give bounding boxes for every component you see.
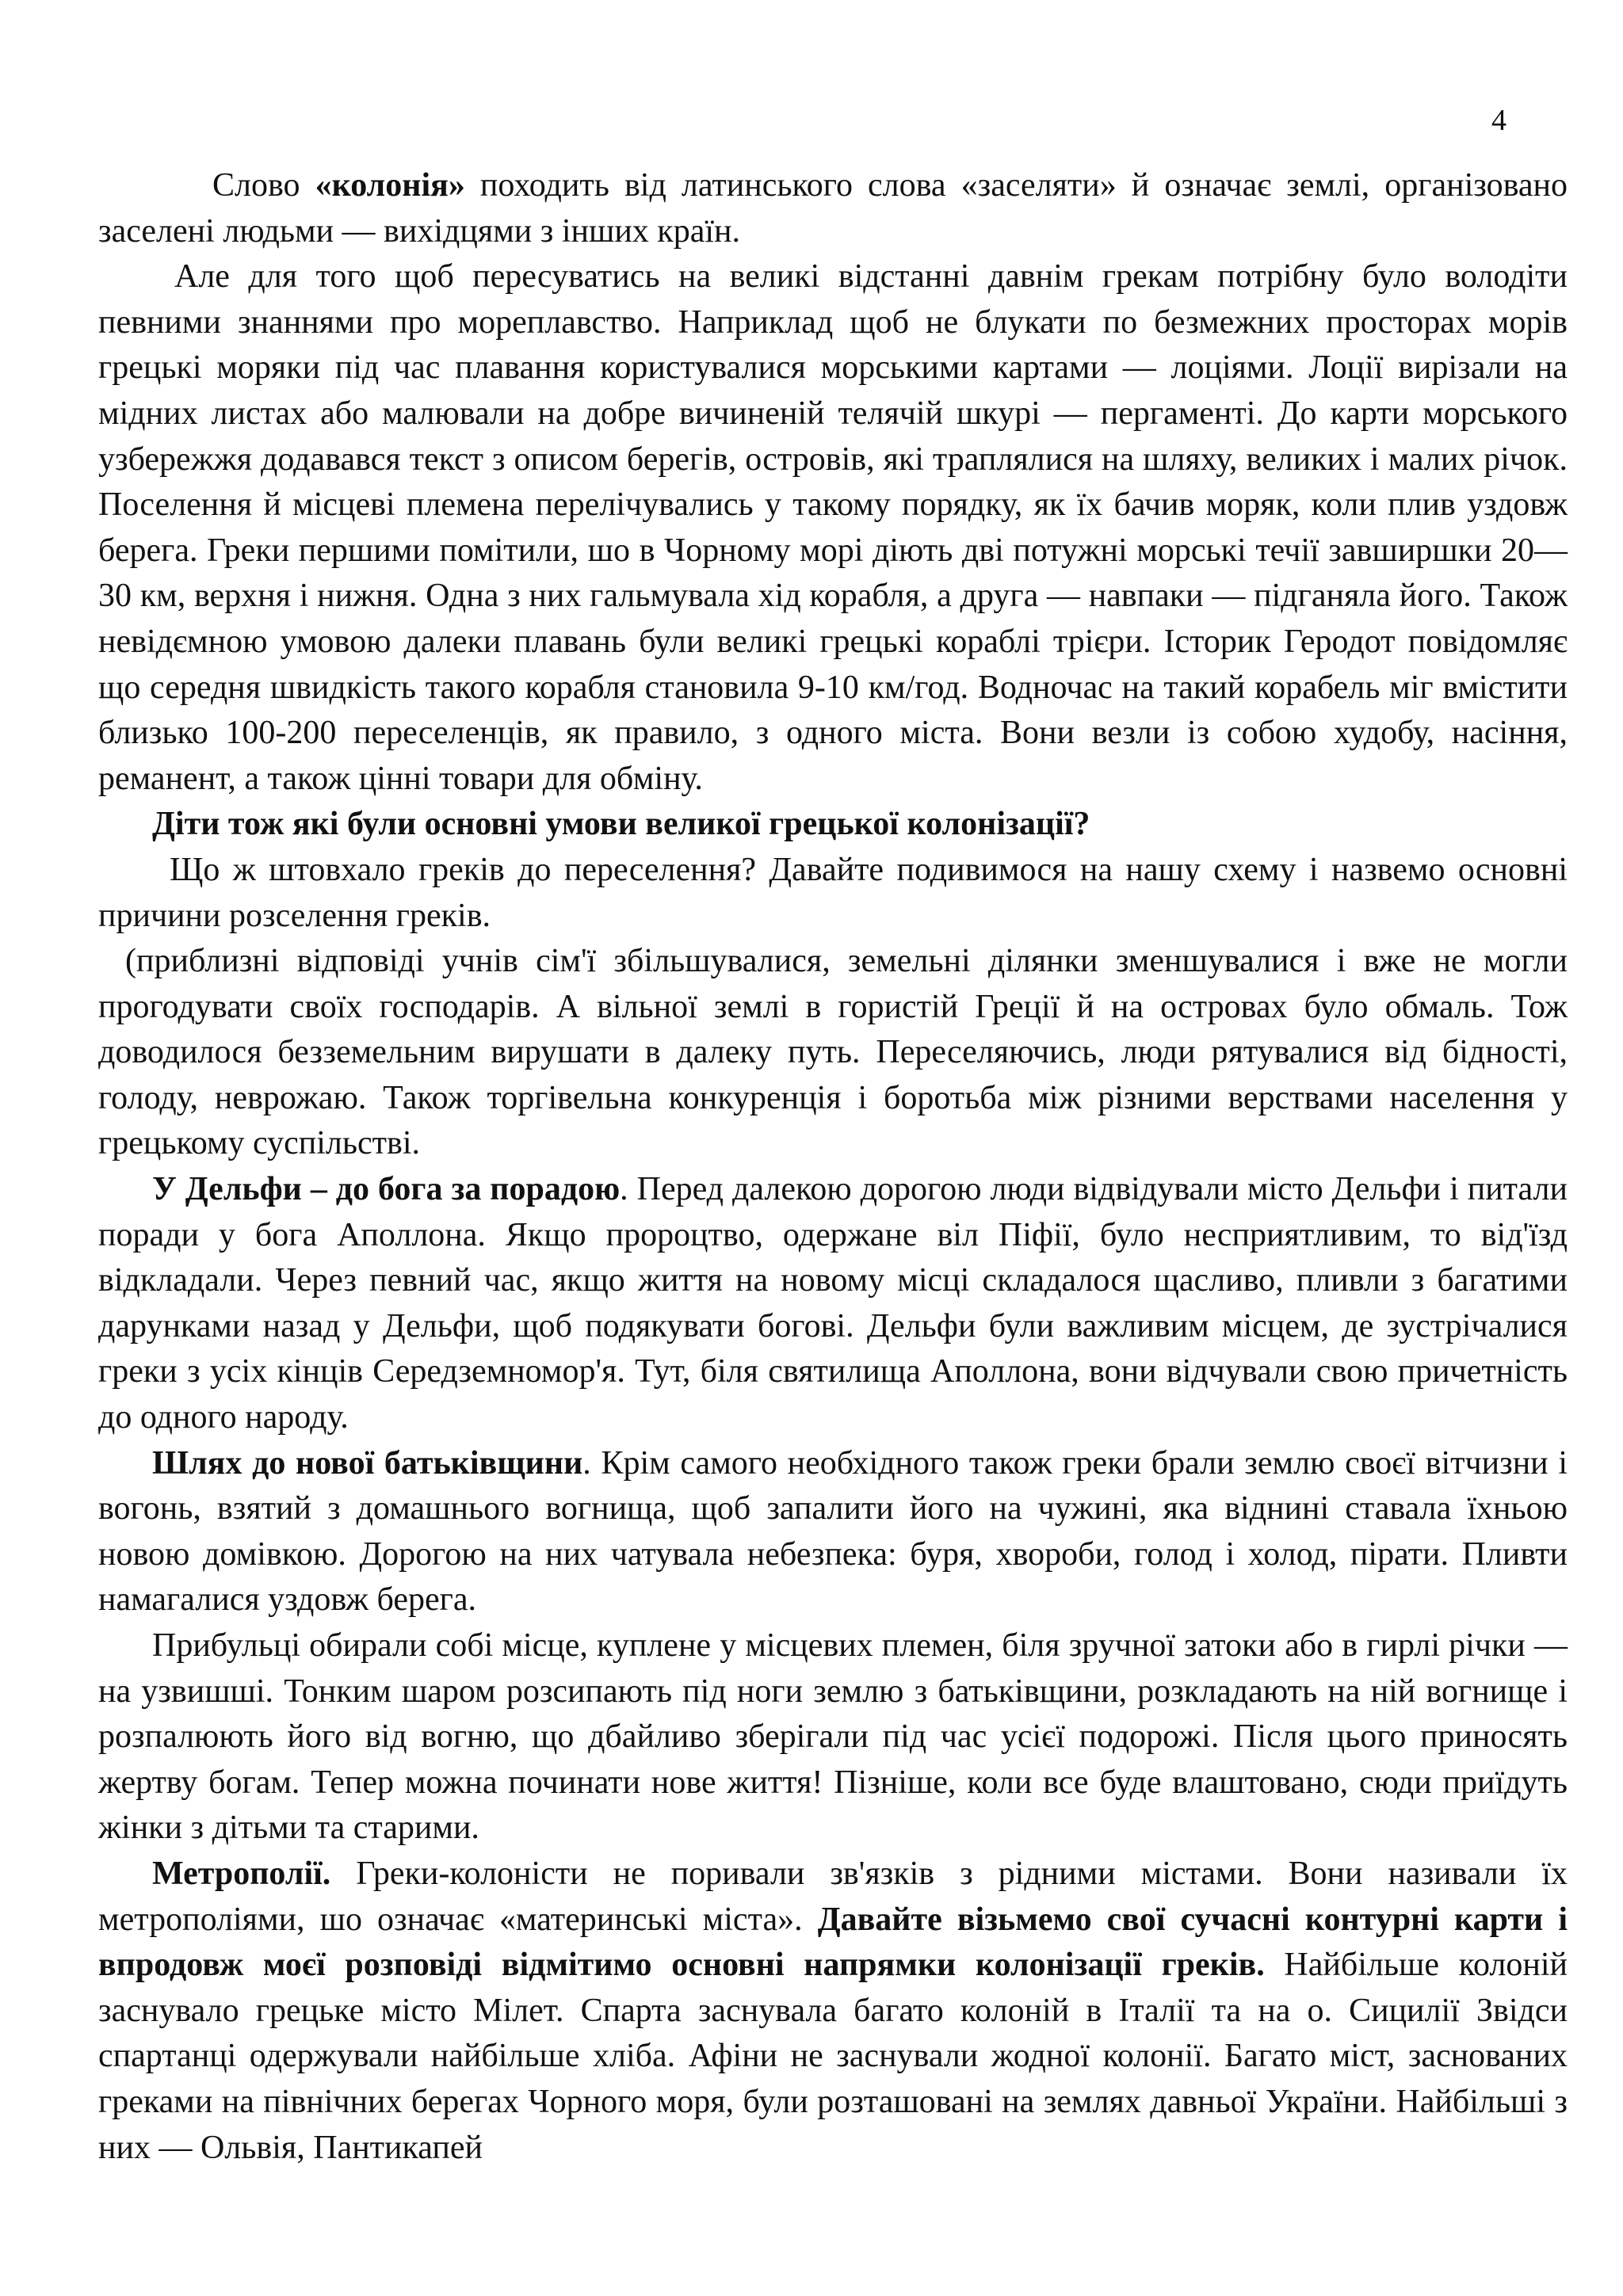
question-heading: Діти тож які були основні умови великої грецької колонізації?	[152, 806, 1090, 843]
paragraph-text: (приблизні відповіді учнів сім'ї збільшувалися, земельні ділянки зменшувалися і вже не могли прогодувати своїх господарів. А вільної землі в гористій Греції й на островах було обмаль. Тож доводилося безземельним вирушати в далеку путь. Переселяючись, люди рятувалися від бідності, голоду, неврожаю. Також торгівельна конкуренція і боротьба між різними верствами населення у грецькому суспільстві.	[98, 943, 1568, 1162]
page-number: 4	[1491, 104, 1507, 137]
paragraph-settlers	[98, 1623, 1568, 1852]
paragraph-student-answers	[98, 939, 1568, 1167]
paragraph-text: Але для того щоб пересуватись на великі відстанні давнім грекам потрібну було володіти певними знаннями про мореплавство. Наприклад щоб не блукати по безмежних просторах морів грецькі моряки під час плавання користувалися морськими картами — лоціями. Лоції вирізали на мідних листах або малювали на добре вичиненій телячій шкурі — пергаменті. До карти морського узбережжя додавався текст з описом берегів, островів, які траплялися на шляху, великих і малих річок. Поселення й місцеві племена перелічувались у такому порядку, як їх бачив моряк, коли плив уздовж берега. Греки першими помітили, шо в Чорному морі діють дві потужні морські течії завширшки 20—30 км, верхня і нижня. Одна з них гальмувала хід корабля, а друга — навпаки — підганяла його. Також невідємною умовою далеки плавань були великі грецькі кораблі трієри. Історик Геродот повідомляє що середня швидкість такого корабля становила 9-10 км/год. Водночас на такий корабель міг вмістити близько 100-200 переселенців, як правило, з одного міста. Вони везли із собою худобу, насіння, реманент, а також цінні товари для обміну.	[98, 258, 1568, 797]
paragraph-text: походить від латинського слова «заселяти» й означає землі, організовано заселені людьми — вихідцями з інших країн.	[98, 167, 1568, 250]
paragraph-text: Слово	[212, 167, 315, 204]
paragraph-migration-question	[98, 848, 1568, 939]
paragraph-text: Греки-колоністи не поривали зв'язків з рідними містами. Вони називали їх метрополіями, шо означає «материнські міста».	[98, 1855, 1568, 1938]
paragraph-metropolis	[98, 1852, 1568, 2171]
term-colony: «колонія»	[315, 167, 465, 204]
paragraph-text: Що ж штовхало греків до переселення? Давайте подивимося на нашу схему і назвемо основні причини розселення греків.	[98, 851, 1568, 934]
subheading-metropolis: Метрополії.	[152, 1855, 331, 1892]
subheading-new-homeland: Шлях до нової батьківщини	[152, 1444, 583, 1482]
instruction-contour-maps: Давайте візьмемо свої сучасні контурні карти і впродовж моєї розповіді відмітимо основні напрямки колонізації греків.	[98, 1901, 1568, 1984]
paragraph-seafaring	[98, 254, 1568, 802]
paragraph-delphi	[98, 1167, 1568, 1441]
paragraph-text: Найбільше колоній заснувало грецьке місто Мілет. Спарта заснувала багато колоній в Італії та на о. Сицилії Звідси спартанці одержували найбільше хліба. Афіни не заснували жодної колонії. Багато міст, заснованих греками на північних берегах Чорного моря, були розташовані на землях давньої України. Найбільші з них — Ольвія, Пантикапей	[98, 1947, 1568, 2166]
paragraph-colony-definition	[98, 163, 1568, 254]
paragraph-text: . Крім самого необхідного також греки брали землю своєї вітчизни і вогонь, взятий з домашнього вогнища, щоб запалити його на чужині, яка віднині ставала їхньою новою домівкою. Дорогою на них чатувала небезпека: буря, хвороби, голод і холод, пірати. Пливти намагалися уздовж берега.	[98, 1444, 1568, 1619]
paragraph-text: . Перед далекою дорогою люди відвідували місто Дельфи і питали поради у бога Аполлона. Якщо пророцтво, одержане віл Піфії, було несприятливим, то від'їзд відкладали. Через певний час, якщо життя на новому місці складалося щасливо, пливли з багатими дарунками назад у Дельфи, щоб подякувати богові. Дельфи були важливим місцем, де зустрічалися греки з усіх кінців Середземномор'я. Тут, біля святилища Аполлона, вони відчували свою причетність до одного народу.	[98, 1171, 1568, 1436]
paragraph-text: Прибульці обирали собі місце, куплене у місцевих племен, біля зручної затоки або в гирлі річки — на узвишші. Тонким шаром розсипають під ноги землю з батьківщини, розкладають на ній вогнище і розпалюють його від вогню, що дбайливо зберігали під час усієї подорожі. Після цього приносять жертву богам. Тепер можна починати нове життя! Пізніше, коли все буде влаштовано, сюди приїдуть жінки з дітьми та старими.	[98, 1627, 1568, 1847]
paragraph-question-heading	[98, 802, 1568, 848]
paragraph-new-homeland	[98, 1441, 1568, 1623]
subheading-delphi: У Дельфи – до бога за порадою	[152, 1171, 621, 1208]
